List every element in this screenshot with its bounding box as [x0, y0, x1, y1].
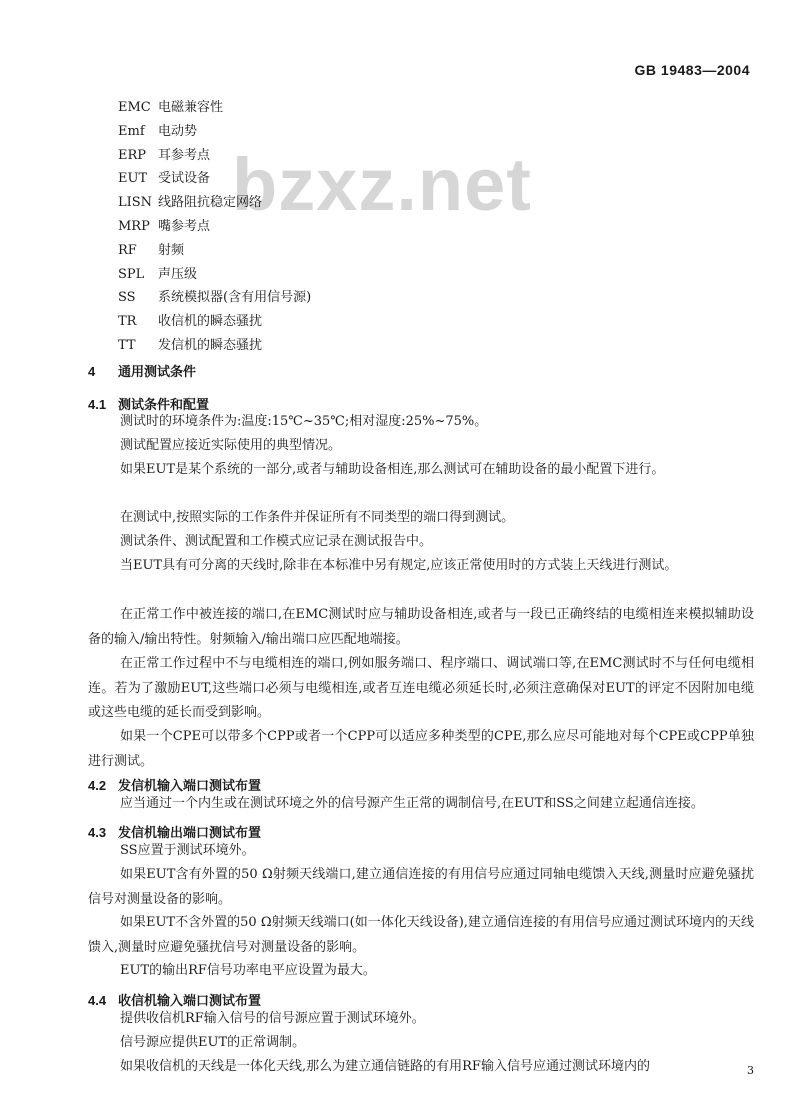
abbreviation-item	[118, 167, 311, 191]
paragraph: 如果一个CPE可以带多个CPP或者一个CPP可以适应多种类型的CPE,那么应尽可能地对每个CPE或CPP单独进行测试。	[88, 729, 754, 769]
abbreviation-item	[118, 239, 311, 263]
abbreviation-item	[118, 310, 311, 334]
abbreviation-desc: 耳参考点	[158, 147, 211, 163]
section-title: 发信机输入端口测试布置	[118, 778, 262, 793]
abbreviation-desc: 发信机的瞬态骚扰	[158, 337, 263, 353]
abbreviation-code: MRP	[118, 218, 150, 234]
paragraph: 应当通过一个内生或在测试环境之外的信号源产生正常的调制信号,在EUT和SS之间建立起通信连接。	[120, 796, 704, 811]
abbreviation-desc: 电磁兼容性	[158, 100, 224, 115]
paragraph: EUT的输出RF信号功率电平应设置为最大。	[120, 963, 376, 978]
abbreviation-item	[118, 215, 311, 239]
paragraph: 如果收信机的天线是一体化天线,那么为建立通信链路的有用RF输入信号应通过测试环境内的	[120, 1059, 650, 1074]
section-number: 4.3	[88, 825, 107, 840]
abbreviation-code: LISN	[118, 195, 153, 211]
paragraph: 如果EUT是某个系统的一部分,或者与辅助设备相连,那么测试可在辅助设备的最小配置下进行。	[120, 462, 665, 477]
abbreviation-code: SS	[118, 290, 136, 306]
section-number: 4.4	[88, 993, 107, 1008]
paragraph: 信号源应提供EUT的正常调制。	[120, 1035, 306, 1050]
abbreviation-desc: 收信机的瞬态骚扰	[158, 314, 263, 330]
section-number: 4.2	[88, 778, 107, 793]
abbreviation-desc: 系统模拟器(含有用信号源)	[158, 290, 312, 306]
section-title: 收信机输入端口测试布置	[118, 993, 262, 1008]
abbreviation-desc: 嘴参考点	[158, 218, 211, 234]
abbreviation-item	[118, 96, 311, 120]
paragraph: 在测试中,按照实际的工作条件并保证所有不同类型的端口得到测试。	[120, 510, 515, 525]
section-title: 通用测试条件	[118, 364, 197, 379]
paragraph: 在正常工作过程中不与电缆相连的端口,例如服务端口、程序端口、调试端口等,在EMC测试时不与任何电缆相连。若为了激励EUT,这些端口必须与电缆相连,或者互连电缆必须延长时,必须注意确保对EUT的评定不因附加电缆或这些电缆的延长而受到影响。	[88, 656, 754, 720]
abbreviation-code: EMC	[118, 100, 151, 115]
abbreviation-code: TR	[118, 314, 137, 330]
paragraph: 在正常工作中被连接的端口,在EMC测试时应与辅助设备相连,或者与一段已正确终结的电缆相连来模拟辅助设备的输入/输出特性。射频输入/输出端口应匹配地端接。	[88, 607, 754, 647]
abbreviation-code: RF	[118, 242, 137, 258]
abbreviation-desc: 受试设备	[158, 171, 211, 187]
standard-number: GB 19483—2004	[634, 62, 750, 78]
abbreviation-item	[118, 263, 311, 287]
abbreviation-item	[118, 120, 311, 144]
paragraph: 如果EUT不含外置的50 Ω射频天线端口(如一体化天线设备),建立通信连接的有用信号应通过测试环境内的天线馈入,测量时应避免骚扰信号对测量设备的影响。	[88, 915, 754, 955]
section-title: 发信机输出端口测试布置	[118, 825, 262, 840]
abbreviation-item	[118, 191, 311, 215]
section-title: 测试条件和配置	[118, 397, 210, 412]
abbreviation-code: SPL	[118, 266, 145, 282]
abbreviation-code: ERP	[118, 147, 147, 163]
abbreviation-list	[118, 96, 311, 358]
paragraph: 测试时的环境条件为:温度:15℃~35℃;相对湿度:25%~75%。	[120, 414, 488, 429]
paragraph: SS应置于测试环境外。	[120, 843, 255, 858]
paragraph: 当EUT具有可分离的天线时,除非在本标准中另有规定,应该正常使用时的方式装上天线进行测试。	[120, 558, 678, 573]
section-number: 4	[88, 364, 96, 379]
paragraph: 提供收信机RF输入信号的信号源应置于测试环境外。	[120, 1011, 425, 1026]
abbreviation-code: TT	[118, 337, 136, 353]
watermark: bzxz.net	[232, 143, 532, 226]
paragraph: 如果EUT含有外置的50 Ω射频天线端口,建立通信连接的有用信号应通过同轴电缆馈入天线,测量时应避免骚扰信号对测量设备的影响。	[88, 867, 754, 907]
abbreviation-code: Emf	[118, 123, 145, 139]
page-number: 3	[747, 1064, 754, 1077]
paragraph: 测试条件、测试配置和工作模式应记录在测试报告中。	[120, 534, 433, 549]
abbreviation-item	[118, 144, 311, 168]
abbreviation-code: EUT	[118, 171, 148, 187]
section-heading-4	[88, 361, 196, 380]
paragraph: 测试配置应接近实际使用的典型情况。	[120, 438, 342, 453]
abbreviation-desc: 射频	[158, 242, 185, 258]
abbreviation-desc: 声压级	[158, 266, 198, 282]
abbreviation-desc: 线路阻抗稳定网络	[158, 195, 263, 211]
abbreviation-desc: 电动势	[158, 123, 198, 139]
abbreviation-item	[118, 286, 311, 310]
section-number: 4.1	[88, 397, 107, 412]
abbreviation-item	[118, 334, 311, 358]
